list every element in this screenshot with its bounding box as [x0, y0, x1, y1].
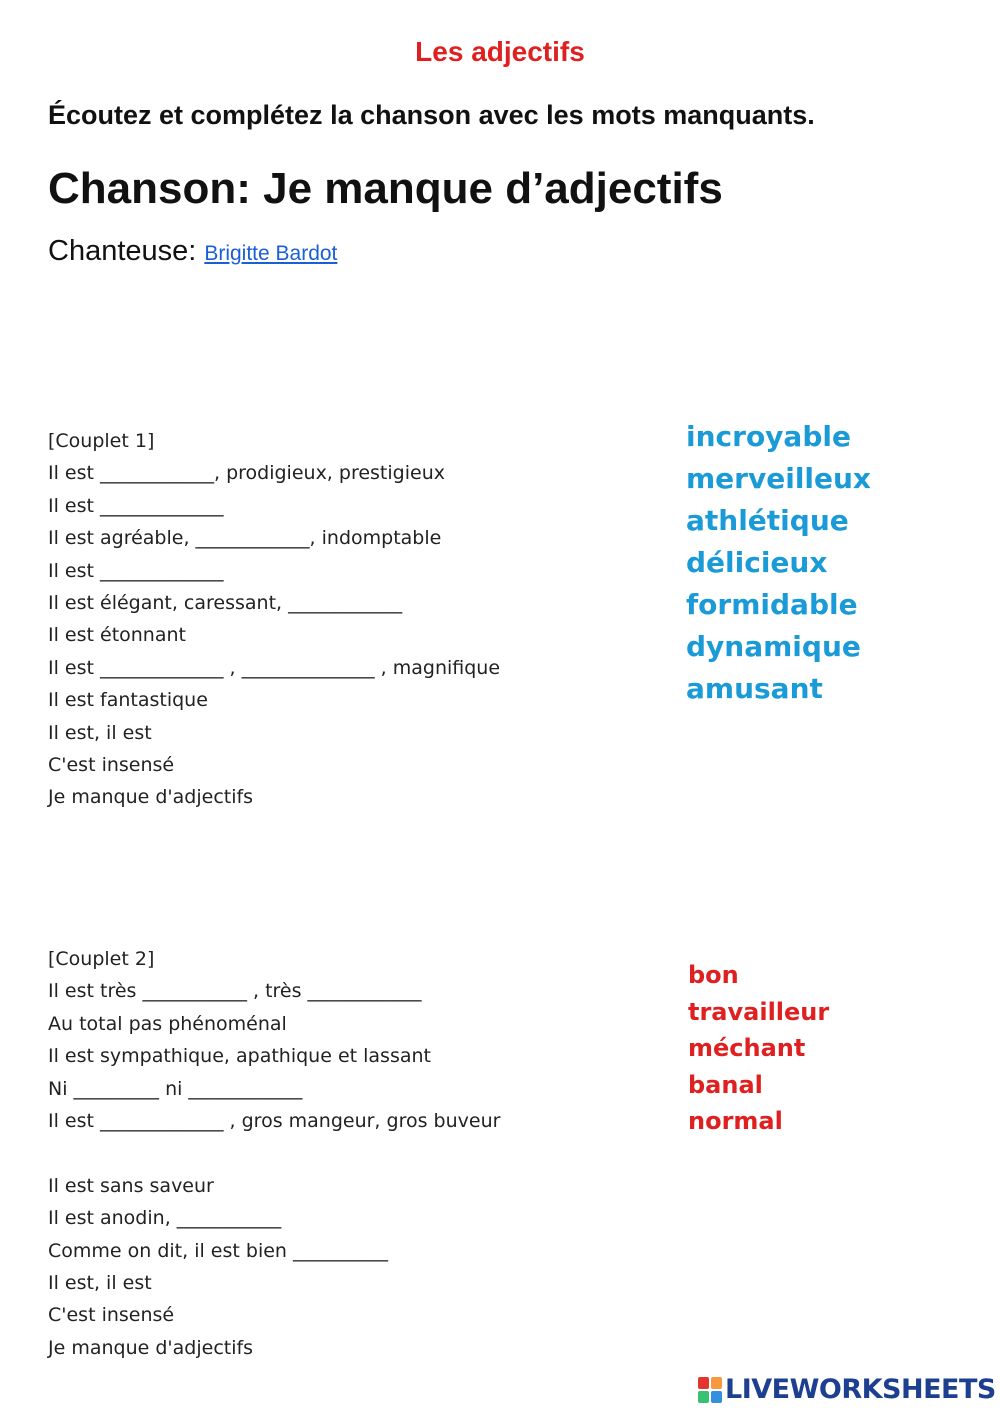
verse-1-line: Il est _____________: [48, 559, 224, 582]
verse-2-line: Il est anodin, ___________: [48, 1207, 282, 1230]
word-bank-2-word[interactable]: bon: [688, 961, 739, 989]
word-bank-2-word[interactable]: normal: [688, 1107, 783, 1135]
word-bank-1-word[interactable]: merveilleux: [686, 462, 871, 495]
verse-2-line: C'est insensé: [48, 1304, 175, 1327]
verse-2-line: [48, 1137, 500, 1169]
verse-2-line: Il est sympathique, apathique et lassant: [48, 1045, 431, 1068]
singer-row: [48, 235, 337, 268]
verse-1-line: C'est insensé: [48, 753, 175, 776]
singer-label: Chanteuse:: [48, 235, 197, 267]
logo-square: [698, 1391, 709, 1403]
word-bank-1-word[interactable]: formidable: [686, 588, 858, 621]
logo-square: [698, 1377, 709, 1389]
page-title: Les adjectifs: [415, 36, 585, 67]
word-bank-1-word[interactable]: délicieux: [686, 546, 828, 579]
verse-1-line: Il est agréable, ____________, indomptable: [48, 527, 442, 550]
verse-1-line: Je manque d'adjectifs: [48, 786, 254, 809]
liveworksheets-logo[interactable]: [698, 1374, 996, 1405]
word-bank-2-word[interactable]: travailleur: [688, 997, 830, 1026]
word-bank-2-word[interactable]: méchant: [688, 1034, 806, 1062]
verse-1-line: Il est _____________ , ______________ , magnifique: [48, 656, 501, 679]
logo-text: LIVEWORKSHEETS: [725, 1374, 996, 1405]
verse-2-line: Il est très ___________ , très ____________: [48, 980, 422, 1003]
verse-2-line: Il est, il est: [48, 1271, 152, 1294]
word-bank-2-word[interactable]: banal: [688, 1070, 763, 1099]
verse-2-line: Il est _____________ , gros mangeur, gros buveur: [48, 1109, 501, 1132]
word-bank-1: [686, 416, 871, 710]
verse-1-line: Il est ____________, prodigieux, prestigieux: [48, 462, 445, 485]
verse-2-line: Il est sans saveur: [48, 1174, 214, 1197]
verse-2: [48, 943, 500, 1364]
word-bank-1-word[interactable]: athlétique: [686, 504, 849, 537]
verse-1-line: Il est, il est: [48, 721, 152, 744]
verse-1-line: Il est étonnant: [48, 624, 186, 647]
song-title: Chanson: Je manque d’adjectifs: [48, 164, 723, 213]
word-bank-1-word[interactable]: amusant: [686, 672, 823, 705]
verse-2-line: [Couplet 2]: [48, 948, 155, 970]
verse-1-line: [Couplet 1]: [48, 430, 155, 452]
instructions: Écoutez et complétez la chanson avec les mots manquants.: [48, 100, 815, 130]
liveworksheets-logo-icon: [698, 1377, 722, 1403]
word-bank-2: [688, 957, 829, 1140]
word-bank-1-word[interactable]: dynamique: [686, 630, 861, 663]
singer-link[interactable]: Brigitte Bardot: [204, 242, 338, 265]
word-bank-1-word[interactable]: incroyable: [686, 420, 851, 453]
verse-1-line: Il est fantastique: [48, 689, 208, 712]
verse-2-line: Au total pas phénoménal: [48, 1012, 287, 1035]
logo-square: [711, 1377, 722, 1389]
verse-1-line: Il est élégant, caressant, ____________: [48, 591, 403, 614]
verse-2-line: Je manque d'adjectifs: [48, 1336, 254, 1359]
verse-2-line: Comme on dit, il est bien __________: [48, 1239, 388, 1262]
verse-2-line: Ni _________ ni ____________: [48, 1077, 303, 1100]
verse-1: [48, 425, 500, 814]
logo-square: [711, 1391, 722, 1403]
verse-1-line: Il est _____________: [48, 494, 224, 517]
